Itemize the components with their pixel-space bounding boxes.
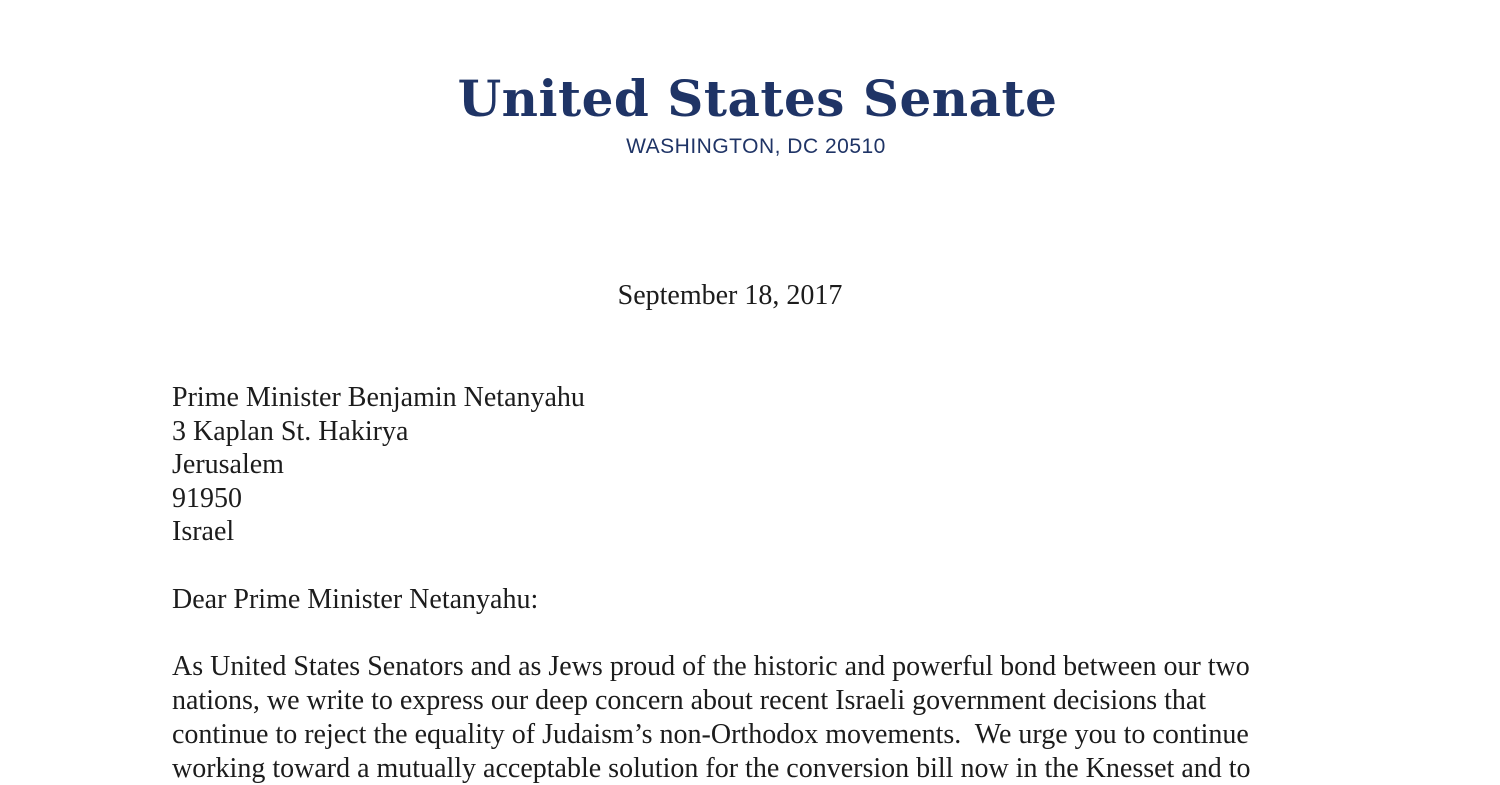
address-line-street: 3 Kaplan St. Hakirya (172, 415, 409, 447)
letterhead-title: United States Senate (457, 69, 1058, 128)
recipient-address (172, 381, 585, 549)
body-line: continue to reject the equality of Judaism’s non-Orthodox movements. We urge you to continue (172, 719, 1249, 750)
address-line-name: Prime Minister Benjamin Netanyahu (172, 382, 585, 413)
address-line-city: Jerusalem (172, 449, 284, 480)
address-line-country: Israel (172, 516, 235, 547)
letterhead-address: WASHINGTON, DC 20510 (626, 135, 886, 158)
body-line: As United States Senators and as Jews proud of the historic and powerful bond between our two (172, 651, 1250, 682)
letter-date: September 18, 2017 (617, 280, 843, 311)
body-line: nations, we write to express our deep concern about recent Israeli government decisions that (172, 685, 1207, 716)
body-line: working toward a mutually acceptable solution for the conversion bill now in the Knesset and to (172, 753, 1251, 784)
body-paragraph (172, 650, 1251, 785)
salutation: Dear Prime Minister Netanyahu: (172, 584, 539, 615)
address-line-postal-code: 91950 (172, 482, 242, 514)
